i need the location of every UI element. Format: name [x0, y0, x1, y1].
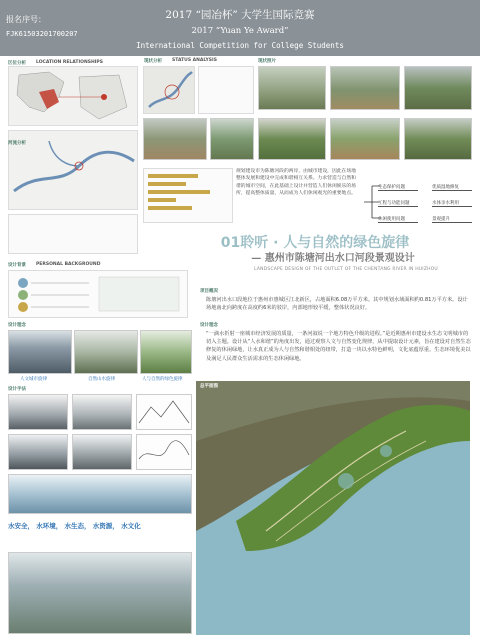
caption-green: 人与自然的绿色旋律: [142, 377, 183, 382]
flow-left-1: 生态保护问题: [378, 184, 418, 191]
line-sketch-2: [136, 434, 192, 470]
concept-text: “一滴水折射一座城市经济发展的质量，一条河叙说一个地方特色升级的进程。”是近期惠州市建设水生态文明城市的切入主题。设计从“人水和谐”的角度出发，通过观察人文与自然变化规律，从中提取设计元素，旨在建设对自然生态修复的休闲绿地，让水真正成为人与自然和谐相处的纽带，打造一块以水特色鲜明，文化底蕴厚重，生态环境优美以及满足人民群众生活需求的生态休闲绿地。: [206, 331, 471, 362]
section-river-analysis: 河流分析: [8, 141, 26, 146]
flow-left-3: 休闲使用问题: [378, 216, 418, 223]
section-concept-label: 设计理念: [200, 323, 218, 328]
status-map: [143, 66, 195, 114]
caption-nature: 自然山水旋律: [88, 377, 115, 382]
site-photo-8: [404, 118, 472, 160]
registration-label: 报名序号：: [6, 15, 46, 24]
site-photo-7: [330, 118, 400, 160]
ink-landscape-1: [8, 394, 68, 430]
ink-landscape-2: [72, 394, 132, 430]
site-photo-6: [258, 118, 326, 160]
intro-text: 规划建设市为陈塘河段的两岸，由城市建设，因此在场地整体发展和建设中完成和谐相互关系。力求营造与自然和谐的城市空间，在此基础上设计并营造人们休闲娱乐的场所，提高整体质量，从而成为人们休闲观光的重要地点。: [236, 169, 356, 197]
status-notes: [198, 66, 254, 114]
flow-right-3: 景观提升: [432, 216, 472, 223]
river-map-graphic: [9, 131, 137, 209]
main-subtitle: — 惠州市陈塘河出水口河段景观设计: [251, 253, 415, 264]
competition-title-cn: 2017 “园冶杯” 大学生国际竞赛: [165, 9, 315, 21]
water-waves-image: [8, 474, 192, 514]
keyword-water-culture: 水文化: [121, 522, 141, 530]
caption-city: 人文城市旋律: [20, 377, 47, 382]
section-design-tech: 设计手法: [8, 387, 26, 392]
registration-number: FJK61503201700207: [6, 30, 78, 38]
water-keywords: 水安全， 水环境， 水生态， 水资源， 水文化: [8, 522, 141, 530]
section-design-plan: 总平面图: [200, 384, 218, 389]
keyword-water-safety: 水安全: [8, 522, 28, 530]
competition-title-en: 2017 “Yuan Ye Award”: [191, 26, 289, 36]
site-photo-3: [404, 66, 472, 110]
project-overview-text: 陈塘河出水口段地位于惠州市惠城区江北新区，占地面积6.08万平方米。其中规划水域面积约0.81万平方米。设计场地南北向跨度在高度约6米的驳岸，内部地形较平缓，整体状况良好。: [206, 297, 468, 312]
section-status-cn: 现状分析: [144, 59, 162, 64]
main-title: 01聆听 · 人与自然的绿色旋律: [220, 235, 410, 251]
line-sketch-graphic-1: [137, 395, 191, 429]
poster-header: [0, 0, 480, 56]
ink-landscape-3: [8, 434, 68, 470]
line-sketch-1: [136, 394, 192, 430]
keyword-water-resources: 水资源: [92, 522, 113, 530]
concept-image-city: [8, 330, 72, 374]
status-bar-panel: [143, 168, 233, 223]
section-location-cn: 区位分析: [8, 61, 26, 66]
section-design-concept: 设计理念: [8, 323, 26, 328]
flow-right-1: 优质湿地修复: [432, 184, 472, 191]
site-photo-2: [330, 66, 400, 110]
concept-image-green: [140, 330, 192, 374]
keyword-water-ecology: 水生态: [64, 522, 85, 530]
section-site-photos: 现状照片: [258, 59, 276, 64]
section-status-en: STATUS ANALYSIS: [172, 58, 217, 63]
site-photo-4: [143, 118, 207, 160]
river-map: [8, 130, 138, 210]
location-map: [8, 66, 138, 126]
status-map-graphic: [144, 67, 194, 113]
site-photo-1: [258, 66, 326, 110]
ink-landscape-4: [72, 434, 132, 470]
main-subtitle-en: LANDSCAPE DESIGN OF THE OUTLET OF THE CHENTANG RIVER IN HUIZHOU: [254, 267, 438, 272]
flow-bracket-icon: [362, 182, 382, 222]
section-personal-en: PERSONAL BACKGROUND: [36, 262, 101, 267]
location-description-block: [8, 214, 138, 254]
design-reference-image: [8, 552, 192, 634]
status-bar-graphic: [144, 169, 232, 222]
competition-subtitle-en: International Competition for College Students: [136, 41, 344, 50]
design-background-diagram: [8, 270, 188, 318]
master-plan-graphic: [196, 381, 470, 635]
site-photo-5: [210, 118, 254, 160]
keyword-water-environment: 水环境: [36, 522, 56, 530]
section-location-en: LOCATION RELATIONSHIPS: [36, 60, 103, 65]
flow-right-2: 水体亲水利用: [432, 200, 472, 207]
line-sketch-graphic-2: [137, 435, 191, 469]
flow-left-2: 工程与功能问题: [378, 200, 418, 207]
concept-image-nature: [74, 330, 138, 374]
design-background-graphic: [9, 271, 187, 317]
location-map-graphic: [9, 67, 137, 125]
section-project-overview: 项目概况: [200, 289, 218, 294]
section-design-info: 设计背景: [8, 263, 26, 268]
master-plan: [196, 381, 470, 635]
